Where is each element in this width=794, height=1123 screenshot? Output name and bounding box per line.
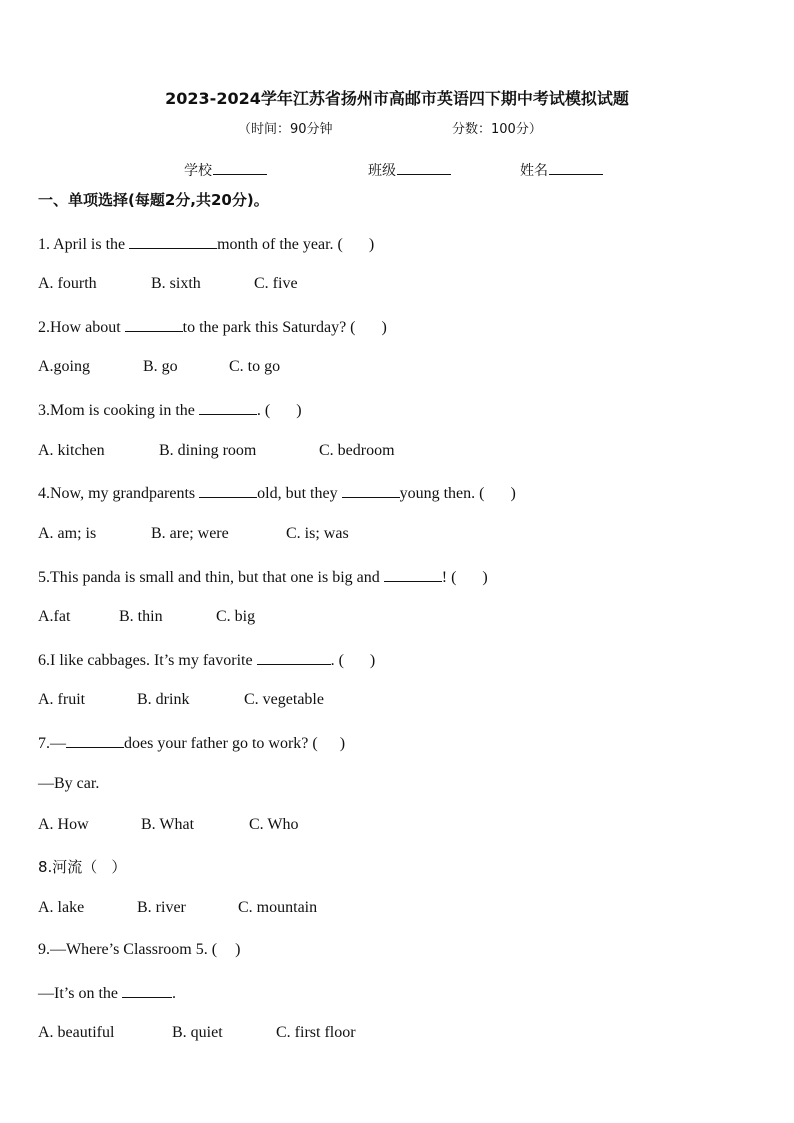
answer-blank[interactable] bbox=[384, 566, 442, 582]
answer-blank[interactable] bbox=[199, 482, 257, 498]
question-2-text-end: to the park this Saturday? ( bbox=[182, 319, 356, 336]
question-8-text: 8.河流（ bbox=[38, 858, 98, 876]
answer-blank[interactable] bbox=[342, 482, 400, 498]
option-c[interactable]: C. bedroom bbox=[319, 442, 395, 459]
question-5-text: 5.This panda is small and thin, but that one is big and bbox=[38, 569, 384, 586]
question-2-text: 2.How about bbox=[38, 319, 125, 336]
section-heading: 一、单项选择(每题2分,共20分)。 bbox=[38, 191, 269, 209]
question-5 bbox=[38, 566, 488, 588]
question-7-text: 7.— bbox=[38, 735, 66, 752]
class-label: 班级 bbox=[368, 163, 396, 179]
option-c[interactable]: C. Who bbox=[249, 816, 299, 833]
option-b[interactable]: B. go bbox=[143, 358, 178, 375]
option-a[interactable]: A. lake bbox=[38, 899, 85, 916]
answer-blank[interactable] bbox=[66, 732, 124, 748]
option-b[interactable]: B. dining room bbox=[159, 442, 257, 459]
answer-blank[interactable] bbox=[129, 233, 217, 249]
option-a[interactable]: A. How bbox=[38, 816, 89, 833]
question-4-text-mid: old, but they bbox=[257, 485, 342, 502]
question-3 bbox=[38, 399, 302, 421]
question-7-reply: —By car. bbox=[38, 775, 100, 792]
option-a[interactable]: A.going bbox=[38, 358, 90, 375]
option-b[interactable]: B. sixth bbox=[151, 275, 201, 292]
exam-time: （时间：90分钟 bbox=[238, 122, 333, 137]
option-c[interactable]: C. mountain bbox=[238, 899, 318, 916]
option-c[interactable]: C. to go bbox=[229, 358, 281, 375]
question-1-text: 1. April is the bbox=[38, 236, 130, 253]
paren-close: ) bbox=[482, 569, 488, 586]
school-field[interactable] bbox=[184, 160, 267, 180]
paren-close: ) bbox=[296, 402, 302, 419]
paren-close: ) bbox=[339, 735, 346, 752]
question-3-text: 3.Mom is cooking in the bbox=[38, 402, 199, 419]
paren-close: ) bbox=[369, 652, 376, 669]
paren-close: ) bbox=[381, 319, 387, 336]
paren-close: ） bbox=[111, 858, 127, 876]
question-6-text: 6.I like cabbages. It’s my favorite bbox=[38, 652, 257, 669]
option-a[interactable]: A. am; is bbox=[38, 525, 97, 542]
option-c[interactable]: C. vegetable bbox=[244, 691, 324, 708]
question-4 bbox=[38, 482, 516, 504]
answer-blank[interactable] bbox=[125, 316, 183, 332]
answer-blank[interactable] bbox=[122, 982, 172, 998]
school-label: 学校 bbox=[184, 163, 212, 179]
option-c[interactable]: C. is; was bbox=[286, 525, 349, 542]
question-9-reply-text: —It’s on the bbox=[38, 985, 122, 1002]
answer-blank[interactable] bbox=[257, 649, 331, 665]
question-7 bbox=[38, 732, 345, 754]
option-b[interactable]: B. are; were bbox=[151, 525, 229, 542]
answer-blank[interactable] bbox=[199, 399, 257, 415]
option-a[interactable]: A.fat bbox=[38, 608, 71, 625]
question-9-text: 9.—Where’s Classroom 5. ( bbox=[38, 941, 218, 958]
option-c[interactable]: C. big bbox=[216, 608, 256, 625]
question-3-text-end: . ( bbox=[256, 402, 271, 419]
question-5-text-end: ! ( bbox=[441, 569, 457, 586]
school-blank[interactable] bbox=[213, 160, 267, 175]
question-1-text-end: month of the year. ( bbox=[217, 236, 343, 253]
option-c[interactable]: C. five bbox=[254, 275, 298, 292]
question-9 bbox=[38, 940, 240, 960]
question-6 bbox=[38, 649, 375, 671]
page-title: 2023-2024学年江苏省扬州市高邮市英语四下期中考试模拟试题 bbox=[165, 89, 629, 108]
paren-close: ) bbox=[235, 941, 241, 958]
name-blank[interactable] bbox=[549, 160, 603, 175]
question-7-text-end: does your father go to work? ( bbox=[124, 735, 318, 752]
option-a[interactable]: A. beautiful bbox=[38, 1024, 115, 1041]
option-a[interactable]: A. fourth bbox=[38, 275, 97, 292]
paren-close: ) bbox=[368, 236, 375, 253]
name-label: 姓名 bbox=[520, 163, 548, 179]
option-b[interactable]: B. quiet bbox=[172, 1024, 223, 1041]
question-9-reply bbox=[38, 982, 176, 1004]
option-b[interactable]: B. thin bbox=[119, 608, 163, 625]
class-blank[interactable] bbox=[397, 160, 451, 175]
name-field[interactable] bbox=[520, 160, 603, 180]
question-6-text-end: . ( bbox=[330, 652, 344, 669]
paren-close: ) bbox=[510, 485, 516, 502]
question-1 bbox=[38, 233, 374, 255]
option-b[interactable]: B. What bbox=[141, 816, 195, 833]
option-a[interactable]: A. fruit bbox=[38, 691, 86, 708]
option-a[interactable]: A. kitchen bbox=[38, 442, 105, 459]
question-4-text: 4.Now, my grandparents bbox=[38, 485, 200, 502]
class-field[interactable] bbox=[368, 160, 451, 180]
option-b[interactable]: B. river bbox=[137, 899, 186, 916]
question-8 bbox=[38, 857, 126, 878]
exam-score: 分数：100分） bbox=[452, 122, 542, 137]
question-2 bbox=[38, 316, 387, 338]
question-4-text-end: young then. ( bbox=[399, 485, 485, 502]
option-b[interactable]: B. drink bbox=[137, 691, 190, 708]
question-9-reply-end: . bbox=[172, 985, 176, 1002]
option-c[interactable]: C. first floor bbox=[276, 1024, 356, 1041]
